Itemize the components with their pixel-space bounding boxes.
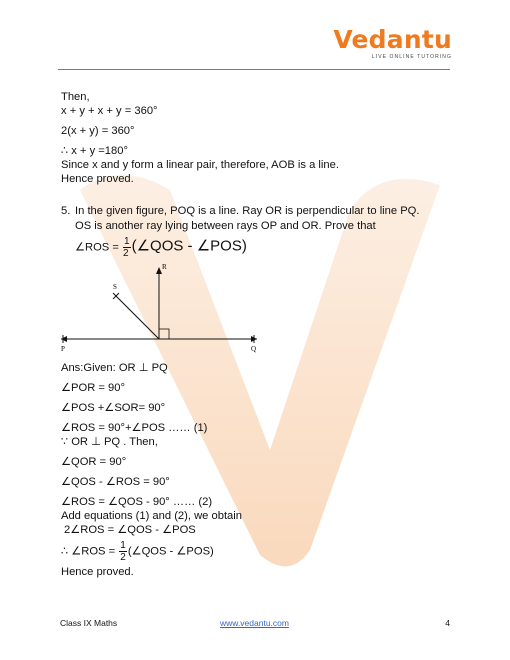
vedantu-logo (333, 27, 452, 60)
answer-line: Add equations (1) and (2), we obtain (61, 510, 242, 522)
conclusion-text: Since x and y form a linear pair, therefore, AOB is a line. (61, 159, 339, 171)
figure-label-r: R (162, 263, 167, 271)
answer-line: ∠ROS = ∠QOS - 90° …… (2) (61, 496, 213, 508)
figure-label-s: S (113, 283, 117, 291)
answer-line: ∠POR = 90° (61, 382, 125, 394)
formula-rhs: (∠QOS - ∠POS) (131, 237, 247, 255)
equation-line: ∴ x + y =180° (61, 145, 128, 157)
formula-lhs: ∴ ∠ROS = (61, 545, 116, 558)
header-divider (58, 69, 450, 70)
fraction-half (123, 236, 131, 259)
answer-line: ∠QOS - ∠ROS = 90° (61, 476, 170, 488)
page-number: 4 (445, 618, 450, 628)
fraction-numerator: 1 (124, 236, 130, 247)
question-text-line: In the given figure, POQ is a line. Ray OR is perpendicular to line PQ. (75, 205, 420, 217)
answer-line: ∠QOR = 90° (61, 456, 127, 468)
fraction-denominator: 2 (120, 552, 126, 563)
fraction-numerator: 1 (120, 540, 126, 551)
solution-then: Then, (61, 91, 90, 103)
answer-final-formula (61, 540, 449, 563)
figure-label-q: Q (251, 345, 257, 353)
logo-tagline: LIVE ONLINE TUTORING (371, 54, 452, 60)
question-formula (75, 236, 449, 259)
equation-line: x + y + x + y = 360° (61, 105, 158, 117)
fraction-half (119, 540, 127, 563)
equation-line: 2(x + y) = 360° (61, 125, 135, 137)
formula-lhs: ∠ROS = (75, 241, 119, 254)
answer-line: ∠POS +∠SOR= 90° (61, 402, 166, 414)
fraction-denominator: 2 (123, 248, 129, 259)
logo-wordmark: Vedantu (333, 25, 452, 54)
geometry-figure (61, 261, 281, 361)
footer-class-label: Class IX Maths (60, 618, 118, 628)
question-5 (61, 204, 449, 259)
question-text-line: OS is another ray lying between rays OP and OR. Prove that (75, 220, 376, 232)
figure-label-p: P (61, 345, 65, 353)
hence-proved: Hence proved. (61, 173, 134, 185)
answer-line: ∠ROS = 90°+∠POS …… (1) (61, 422, 208, 434)
answer-line: ∵ OR ⊥ PQ . Then, (61, 436, 158, 448)
hence-proved: Hence proved. (61, 566, 134, 578)
page-content (61, 90, 449, 579)
answer-line: 2∠ROS = ∠QOS - ∠POS (64, 524, 196, 536)
footer-website-link[interactable]: www.vedantu.com (220, 618, 289, 628)
answer-given: Ans:Given: OR ⊥ PQ (61, 362, 168, 374)
question-number: 5. (61, 205, 71, 217)
figure-diagram (61, 261, 281, 361)
formula-rhs: (∠QOS - ∠POS) (127, 545, 214, 558)
